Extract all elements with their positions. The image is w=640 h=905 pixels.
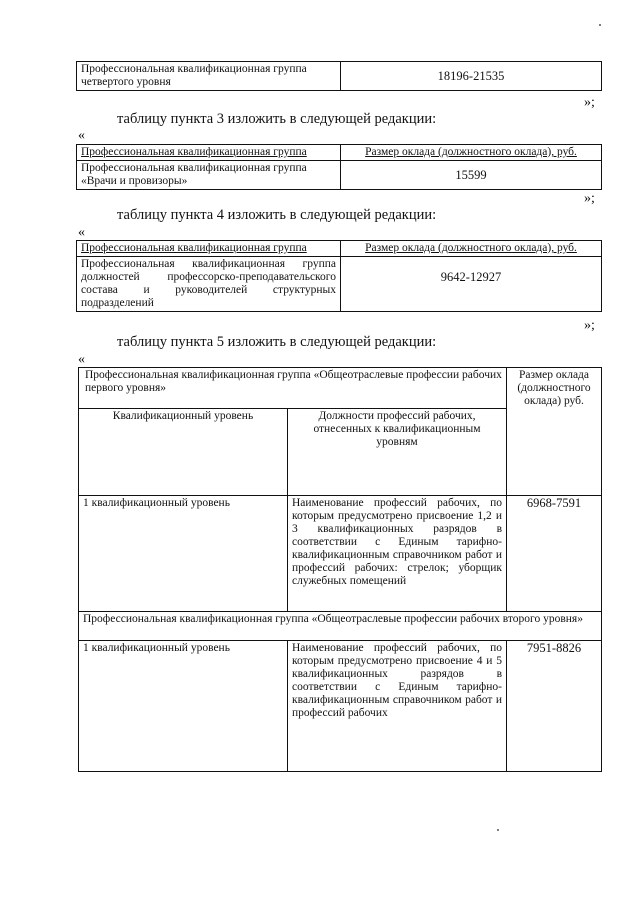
opening-quote-3: «	[78, 128, 85, 143]
table-top-value: 18196-21535	[341, 62, 602, 91]
table-top	[76, 61, 602, 91]
table-3	[76, 144, 602, 190]
table-5-row2-level: 1 квалификационный уровень	[79, 641, 288, 772]
instruction-3: таблицу пункта 3 изложить в следующей редакции:	[117, 111, 437, 127]
instruction-5: таблицу пункта 5 изложить в следующей редакции:	[117, 334, 437, 350]
table-3-value: 15599	[341, 161, 602, 190]
instruction-4: таблицу пункта 4 изложить в следующей редакции:	[117, 207, 437, 223]
table-5-row1-value: 6968-7591	[507, 496, 602, 612]
opening-quote-4: «	[78, 225, 85, 240]
opening-quote-5: «	[78, 352, 85, 367]
table-5-row2-positions: Наименование профессий рабочих, по которым предусмотрено присвоение 4 и 5 квалификационных разрядов в соответствии с Единым тарифно-квалификационным справочником работ и профессий рабочих	[288, 641, 507, 772]
table-5-col-positions: Должности профессий рабочих, отнесенных к квалификационным уровням	[288, 409, 507, 496]
table-top-group: Профессиональная квалификационная группа четвертого уровня	[77, 62, 341, 91]
table-4-group: Профессиональная квалификационная группа должностей профессорско-преподавательского состава и руководителей структурных подразделений	[77, 257, 341, 312]
table-3-header-salary: Размер оклада (должностного оклада), руб.	[341, 145, 602, 161]
table-4-header-salary: Размер оклада (должностного оклада), руб.	[341, 241, 602, 257]
table-5-col-level: Квалификационный уровень	[79, 409, 288, 496]
table-5-row1-level: 1 квалификационный уровень	[79, 496, 288, 612]
table-4	[76, 240, 602, 312]
table-3-group: Профессиональная квалификационная группа «Врачи и провизоры»	[77, 161, 341, 190]
closing-quote-4: »;	[584, 318, 595, 333]
table-5-row1-positions: Наименование профессий рабочих, по которым предусмотрено присвоение 1,2 и 3 квалификационных разрядов в соответствии с Единым тарифно-квалификационным справочником работ и профессий рабочих: стрелок; уборщик служебных помещений	[288, 496, 507, 612]
table-3-header-group: Профессиональная квалификационная группа	[77, 145, 341, 161]
table-5-group2-title: Профессиональная квалификационная группа «Общеотраслевые профессии рабочих второго уровня»	[79, 612, 602, 641]
table-5	[78, 367, 602, 772]
closing-quote-3: »;	[584, 191, 595, 206]
table-4-header-group: Профессиональная квалификационная группа	[77, 241, 341, 257]
table-5-row2-value: 7951-8826	[507, 641, 602, 772]
closing-quote-1: »;	[584, 95, 595, 110]
table-4-value: 9642-12927	[341, 257, 602, 312]
scan-speck	[599, 24, 601, 26]
scan-speck	[497, 829, 499, 831]
table-5-group1-title: Профессиональная квалификационная группа «Общеотраслевые профессии рабочих первого уровня»	[79, 368, 507, 409]
table-5-salary-header: Размер оклада (должностного оклада) руб.	[507, 368, 602, 496]
